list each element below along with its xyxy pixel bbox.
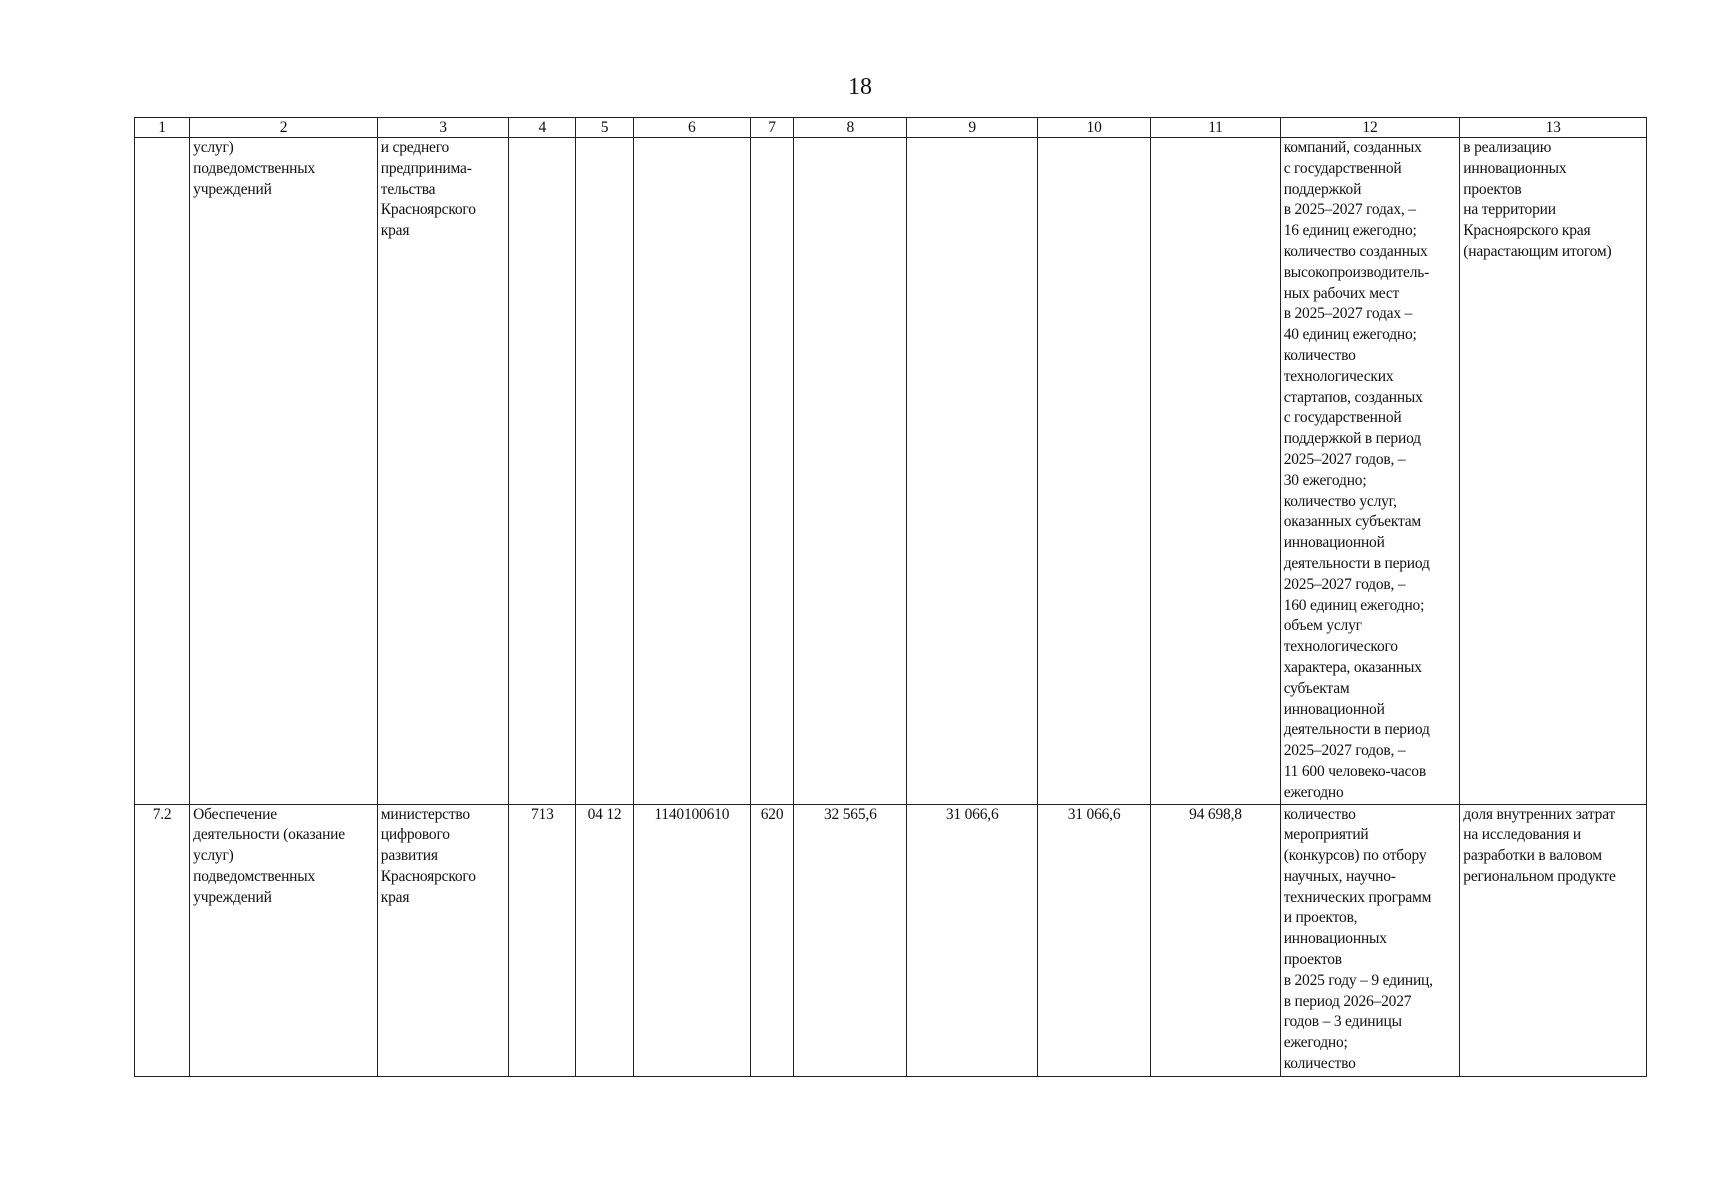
cell-item-number (135, 138, 190, 805)
column-number: 8 (794, 118, 907, 138)
page-number: 18 (848, 74, 872, 100)
cell-responsible-executor: министерство цифрового развития Красноярского края (377, 804, 508, 1076)
cell-expense-type (750, 138, 793, 805)
cell-amount-3 (1037, 138, 1150, 805)
cell-grbs-code: 713 (509, 804, 576, 1076)
column-number: 1 (135, 118, 190, 138)
cell-activity-name: Обеспечение деятельности (оказание услуг) подведомственных учреждений (190, 804, 378, 1076)
cell-expected-result: количество мероприятий (конкурсов) по отбору научных, научно- технических программ и проектов, инновационных проектов в 2025 году – 9 единиц, в период 2026–2027 годов – 3 единицы ежегодно; количество (1280, 804, 1460, 1076)
column-number: 12 (1280, 118, 1460, 138)
cell-section-code (576, 138, 633, 805)
column-number: 4 (509, 118, 576, 138)
cell-responsible-executor: и среднего предпринима- тельства Красноярского края (377, 138, 508, 805)
cell-section-code: 04 12 (576, 804, 633, 1076)
column-number: 9 (907, 118, 1037, 138)
cell-indicator: в реализацию инновационных проектов на территории Красноярского края (нарастающим итогом) (1460, 138, 1647, 805)
cell-amount-2: 31 066,6 (907, 804, 1037, 1076)
column-number: 13 (1460, 118, 1647, 138)
cell-amount-1 (794, 138, 907, 805)
cell-amount-total (1151, 138, 1280, 805)
column-number: 2 (190, 118, 378, 138)
cell-amount-3: 31 066,6 (1037, 804, 1150, 1076)
column-number: 6 (633, 118, 750, 138)
cell-amount-1: 32 565,6 (794, 804, 907, 1076)
table-row (135, 804, 1647, 1076)
column-number: 7 (750, 118, 793, 138)
table-row (135, 138, 1647, 805)
cell-target-article (633, 138, 750, 805)
cell-expected-result: компаний, созданных с государственной поддержкой в 2025–2027 годах, – 16 единиц ежегодно; количество созданных высокопроизводитель- ных рабочих мест в 2025–2027 годах – 40 единиц ежегодно; количество технологических стартапов, созданных с государственной поддержкой в период 2025–2027 годов, – 30 ежегодно; количество услуг, оказанных субъектам инновационной деятельности в период 2025–2027 годов, – 160 единиц ежегодно; объем услуг технологического характера, оказанных субъектам инновационной деятельности в период 2025–2027 годов, – 11 600 человеко-часов ежегодно (1280, 138, 1460, 805)
cell-target-article: 1140100610 (633, 804, 750, 1076)
column-number: 3 (377, 118, 508, 138)
cell-indicator: доля внутренних затрат на исследования и разработки в валовом региональном продукте (1460, 804, 1647, 1076)
cell-activity-name: услуг) подведомственных учреждений (190, 138, 378, 805)
cell-item-number: 7.2 (135, 804, 190, 1076)
column-number: 11 (1151, 118, 1280, 138)
cell-expense-type: 620 (750, 804, 793, 1076)
cell-grbs-code (509, 138, 576, 805)
cell-amount-2 (907, 138, 1037, 805)
data-table (134, 117, 1647, 1077)
cell-amount-total: 94 698,8 (1151, 804, 1280, 1076)
column-number: 10 (1037, 118, 1150, 138)
column-number-row (135, 118, 1647, 138)
column-number: 5 (576, 118, 633, 138)
